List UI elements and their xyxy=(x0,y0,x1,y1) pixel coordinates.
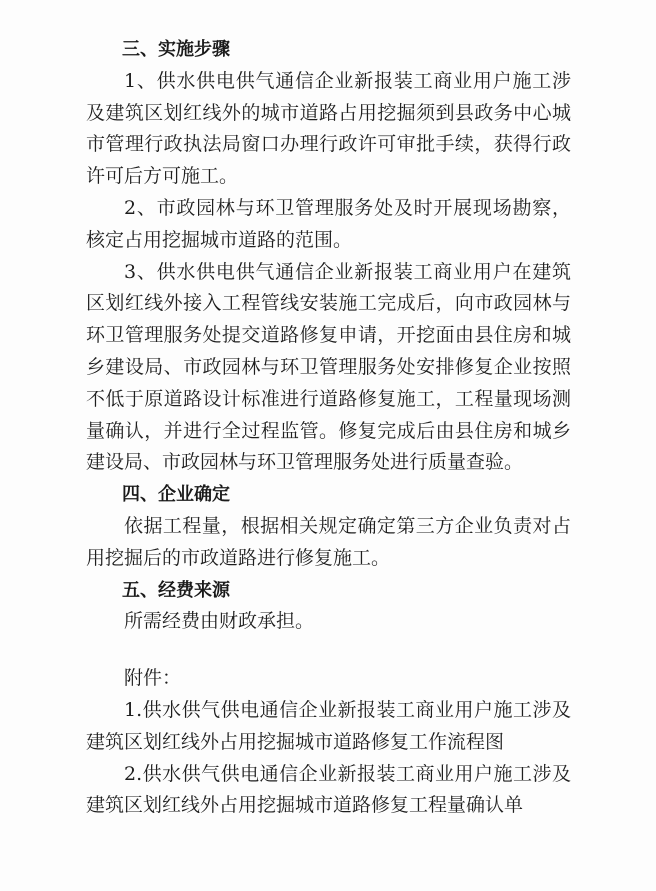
section-heading-funding-source: 五、经费来源 xyxy=(122,579,230,601)
spacer xyxy=(86,638,571,663)
section-heading-implementation-steps: 三、实施步骤 xyxy=(122,39,230,60)
funding-paragraph: 所需经费由财政承担。 xyxy=(124,610,315,633)
attachment-item-2: 2.供水供气供电通信企业新报装工商业用户施工涉及建筑区划红线外占用挖掘城市道路修复工程量确认单 xyxy=(86,762,571,817)
enterprise-paragraph: 依据工程量，根据相关规定确定第三方企业负责对占用挖掘后的市政道路进行修复施工。 xyxy=(86,514,571,569)
step-3-paragraph: 3、供水供电供气通信企业新报装工商业用户在建筑区划红线外接入工程管线安装施工完成后，向市政园林与环卫管理服务处提交道路修复申请，开挖面由县住房和城乡建设局、市政园林与环卫管理服务处安排修复企业按照不低于原道路设计标准进行道路修复施工，工程量现场测量确认，并进行全过程监管。修复完成后由县住房和城乡建设局、市政园林与环卫管理服务处进行质量查验。 xyxy=(86,260,571,474)
document-body xyxy=(86,34,571,822)
step-2-paragraph: 2、市政园林与环卫管理服务处及时开展现场勘察，核定占用挖掘城市道路的范围。 xyxy=(86,196,571,251)
attachments-title: 附件： xyxy=(124,667,182,690)
step-1-paragraph: 1、供水供电供气通信企业新报装工商业用户施工涉及建筑区划红线外的城市道路占用挖掘须到县政务中心城市管理行政执法局窗口办理行政许可审批手续，获得行政许可后方可施工。 xyxy=(86,69,571,188)
attachment-item-1: 1.供水供气供电通信企业新报装工商业用户施工涉及建筑区划红线外占用挖掘城市道路修复工作流程图 xyxy=(86,698,571,753)
section-heading-enterprise-determination: 四、企业确定 xyxy=(122,484,230,506)
